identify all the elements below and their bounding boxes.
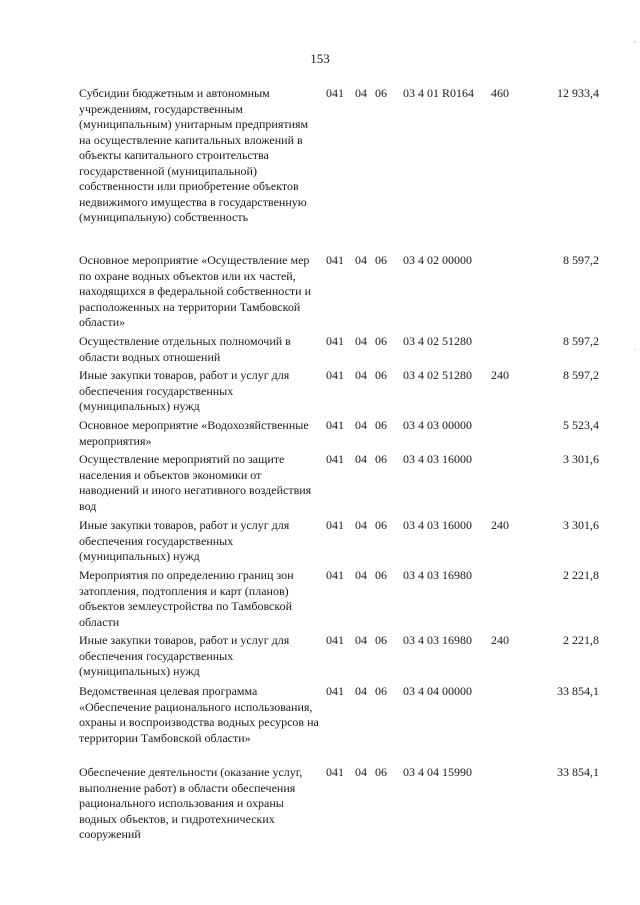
target-article-code: 03 4 04 15990: [403, 765, 472, 779]
subsection-code: 06: [375, 253, 387, 267]
row-description: Основное мероприятие «Водохозяйственные мероприятия»: [79, 418, 309, 448]
table-row: [0, 684, 640, 765]
section-code: 04: [355, 518, 367, 532]
table-row: [0, 253, 640, 334]
expense-kind-code: 240: [491, 518, 509, 532]
target-article-code: 03 4 01 R0164: [403, 86, 475, 100]
subsection-code: 06: [375, 452, 387, 466]
subsection-code: 06: [375, 765, 387, 779]
table-row: [0, 452, 640, 518]
scan-mark: .: [634, 343, 636, 352]
row-description: Обеспечение деятельности (оказание услуг, выполнение работ) в области обеспечения рационального использования и охраны водных объектов, и гидротехнических сооружений: [79, 765, 303, 841]
admin-code: 041: [326, 368, 344, 382]
section-code: 04: [355, 368, 367, 382]
subsection-code: 06: [375, 418, 387, 432]
row-description: Основное мероприятие «Осуществление мер по охране водных объектов или их частей, находящихся в федеральной собственности и расположенных на территории Тамбовской области»: [79, 253, 311, 329]
budget-table: [0, 86, 640, 861]
subsection-code: 06: [375, 334, 387, 348]
expense-kind-code: 240: [491, 633, 509, 647]
row-description: Осуществление отдельных полномочий в области водных отношений: [79, 334, 291, 364]
scan-mark: ,: [634, 35, 636, 44]
table-row: [0, 86, 640, 253]
admin-code: 041: [326, 633, 344, 647]
section-code: 04: [355, 452, 367, 466]
amount: 33 854,1: [557, 684, 599, 698]
table-row: [0, 368, 640, 418]
admin-code: 041: [326, 452, 344, 466]
target-article-code: 03 4 02 51280: [403, 368, 472, 382]
amount: 8 597,2: [563, 368, 599, 382]
subsection-code: 06: [375, 368, 387, 382]
section-code: 04: [355, 765, 367, 779]
section-code: 04: [355, 633, 367, 647]
table-row: [0, 633, 640, 684]
target-article-code: 03 4 03 00000: [403, 418, 472, 432]
table-row: [0, 765, 640, 861]
amount: 12 933,4: [557, 86, 599, 100]
row-description: Осуществление мероприятий по защите населения и объектов экономики от наводнений и иного негативного воздействия вод: [79, 452, 312, 513]
expense-kind-code: 240: [491, 368, 509, 382]
admin-code: 041: [326, 334, 344, 348]
target-article-code: 03 4 03 16980: [403, 568, 472, 582]
row-description: Субсидии бюджетным и автономным учреждениям, государственным (муниципальным) унитарным предприятиям на осуществление капитальных вложений в объекты капитального строительства государственной (муниципальной) собственности или приобретение объектов недвижимого имущества в государственную (муниципальную) собственность: [79, 86, 309, 224]
target-article-code: 03 4 02 00000: [403, 253, 472, 267]
subsection-code: 06: [375, 86, 387, 100]
row-description: Иные закупки товаров, работ и услуг для обеспечения государственных (муниципальных) нужд: [79, 368, 290, 413]
target-article-code: 03 4 03 16980: [403, 633, 472, 647]
amount: 2 221,8: [563, 633, 599, 647]
section-code: 04: [355, 86, 367, 100]
table-row: [0, 518, 640, 568]
amount: 8 597,2: [563, 253, 599, 267]
admin-code: 041: [326, 86, 344, 100]
expense-kind-code: 460: [491, 86, 509, 100]
admin-code: 041: [326, 253, 344, 267]
row-description: Ведомственная целевая программа «Обеспечение рационального использования, охраны и воспроизводства водных ресурсов на территории Тамбовской области»: [79, 684, 319, 745]
subsection-code: 06: [375, 633, 387, 647]
table-row: [0, 418, 640, 452]
subsection-code: 06: [375, 684, 387, 698]
subsection-code: 06: [375, 518, 387, 532]
admin-code: 041: [326, 518, 344, 532]
amount: 3 301,6: [563, 452, 599, 466]
amount: 2 221,8: [563, 568, 599, 582]
amount: 33 854,1: [557, 765, 599, 779]
target-article-code: 03 4 02 51280: [403, 334, 472, 348]
amount: 3 301,6: [563, 518, 599, 532]
table-row: [0, 568, 640, 633]
page-number: 153: [310, 51, 330, 66]
row-description: Мероприятия по определению границ зон затопления, подтопления и карт (планов) объектов землеустройства по Тамбовской области: [79, 568, 294, 629]
target-article-code: 03 4 04 00000: [403, 684, 472, 698]
amount: 5 523,4: [563, 418, 599, 432]
target-article-code: 03 4 03 16000: [403, 518, 472, 532]
target-article-code: 03 4 03 16000: [403, 452, 472, 466]
admin-code: 041: [326, 418, 344, 432]
admin-code: 041: [326, 568, 344, 582]
subsection-code: 06: [375, 568, 387, 582]
section-code: 04: [355, 334, 367, 348]
amount: 8 597,2: [563, 334, 599, 348]
section-code: 04: [355, 568, 367, 582]
section-code: 04: [355, 418, 367, 432]
admin-code: 041: [326, 765, 344, 779]
table-row: [0, 334, 640, 368]
row-description: Иные закупки товаров, работ и услуг для обеспечения государственных (муниципальных) нужд: [79, 518, 290, 563]
section-code: 04: [355, 253, 367, 267]
row-description: Иные закупки товаров, работ и услуг для обеспечения государственных (муниципальных) нужд: [79, 633, 290, 678]
section-code: 04: [355, 684, 367, 698]
admin-code: 041: [326, 684, 344, 698]
